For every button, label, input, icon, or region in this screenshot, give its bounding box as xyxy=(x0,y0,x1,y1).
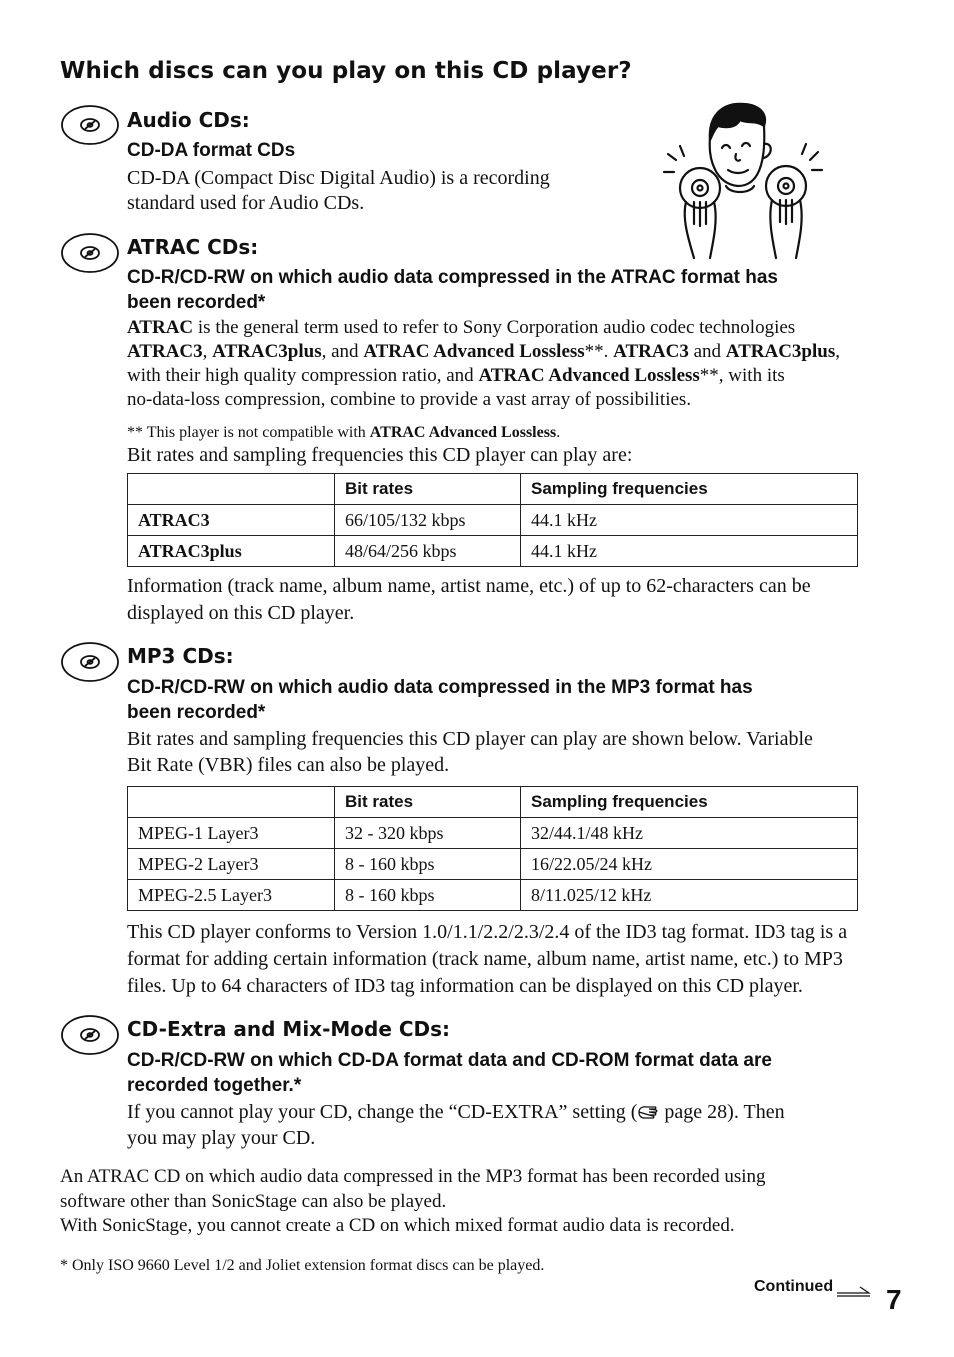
term-atrac-advanced-lossless: ATRAC Advanced Lossless xyxy=(363,341,585,362)
closing-line2: software other than SonicStage can also be played. xyxy=(60,1191,447,1212)
table-cell: MPEG-2 Layer3 xyxy=(128,849,335,880)
mp3-subheading-line1: CD-R/CD-RW on which audio data compressed in the MP3 format has xyxy=(127,677,753,698)
text-and: and xyxy=(688,341,726,362)
table-cell: 66/105/132 kbps xyxy=(335,505,521,536)
section-heading-audio-cds: Audio CDs: xyxy=(127,108,250,132)
atrac-paragraph-line1 xyxy=(127,316,795,340)
mp3-subheading-line2: been recorded* xyxy=(127,702,266,723)
atrac-paragraph-line3 xyxy=(127,364,785,388)
table-header-cell: Bit rates xyxy=(335,787,521,818)
table-row xyxy=(128,818,858,849)
table-header-cell xyxy=(128,787,335,818)
person-holding-discs-illustration xyxy=(660,98,825,260)
atrac-subheading-line2: been recorded* xyxy=(127,292,266,313)
cdextra-text-b: page 28). Then xyxy=(659,1101,785,1123)
text-comma: , xyxy=(835,341,840,362)
section-heading-cd-extra: CD-Extra and Mix-Mode CDs: xyxy=(127,1017,451,1041)
term-atrac3: ATRAC3 xyxy=(613,341,689,362)
subheading-cd-da: CD-DA format CDs xyxy=(127,140,296,161)
mp3-body-line1: Bit rates and sampling frequencies this CD player can play are shown below. Variable xyxy=(127,728,813,750)
continued-label: Continued xyxy=(754,1278,834,1295)
table-cell: 8 - 160 kbps xyxy=(335,880,521,911)
audio-body-line1: CD-DA (Compact Disc Digital Audio) is a recording xyxy=(127,167,550,189)
table-row xyxy=(128,880,858,911)
table-row xyxy=(128,849,858,880)
id3-line3: files. Up to 64 characters of ID3 tag information can be displayed on this CD player. xyxy=(127,975,803,997)
table-cell: 44.1 kHz xyxy=(521,536,858,567)
page-number: 7 xyxy=(886,1284,902,1315)
disc-icon xyxy=(60,231,120,275)
cdextra-subheading-line1: CD-R/CD-RW on which CD-DA format data and CD-ROM format data are xyxy=(127,1050,772,1071)
disc-icon xyxy=(60,103,120,147)
text-line3b: **, with its xyxy=(699,365,785,386)
footnote-period: . xyxy=(556,424,561,441)
table-cell: 44.1 kHz xyxy=(521,505,858,536)
cdextra-subheading-line2: recorded together.* xyxy=(127,1075,302,1096)
table-cell: 32/44.1/48 kHz xyxy=(521,818,858,849)
table-cell: 16/22.05/24 kHz xyxy=(521,849,858,880)
text-line3a: with their high quality compression ratio, and xyxy=(127,365,479,386)
table-header-cell: Bit rates xyxy=(335,474,521,505)
footnote: * Only ISO 9660 Level 1/2 and Joliet extension format discs can be played. xyxy=(60,1257,545,1274)
disc-icon xyxy=(60,640,120,684)
mp3-spec-table xyxy=(127,786,858,911)
text-comma: , xyxy=(202,341,213,362)
table-row xyxy=(128,536,858,567)
cdextra-body-line1 xyxy=(127,1100,785,1125)
section-heading-atrac-cds: ATRAC CDs: xyxy=(127,235,259,259)
table-cell: 32 - 320 kbps xyxy=(335,818,521,849)
table-cell: MPEG-1 Layer3 xyxy=(128,818,335,849)
atrac-paragraph-line4: no-data-loss compression, combine to provide a vast array of possibilities. xyxy=(127,389,692,410)
table-header-row xyxy=(128,787,858,818)
atrac-spec-table xyxy=(127,473,858,567)
term-atrac-advanced-lossless: ATRAC Advanced Lossless xyxy=(369,424,557,441)
atrac-info-line2: displayed on this CD player. xyxy=(127,602,355,624)
atrac-info-line1: Information (track name, album name, artist name, etc.) of up to 62-characters can be xyxy=(127,575,811,597)
table-cell: 48/64/256 kbps xyxy=(335,536,521,567)
table-header-row xyxy=(128,474,858,505)
atrac-table-intro: Bit rates and sampling frequencies this CD player can play are: xyxy=(127,444,633,466)
term-atrac3: ATRAC3 xyxy=(127,341,203,362)
cdextra-text-a: If you cannot play your CD, change the “CD-EXTRA” setting ( xyxy=(127,1101,638,1123)
disc-icon xyxy=(60,1013,120,1057)
table-cell: MPEG-2.5 Layer3 xyxy=(128,880,335,911)
table-row xyxy=(128,505,858,536)
closing-line3: With SonicStage, you cannot create a CD on which mixed format audio data is recorded. xyxy=(60,1215,735,1236)
term-atrac3plus: ATRAC3plus xyxy=(725,341,836,362)
text-and: , and xyxy=(321,341,364,362)
mp3-body-line2: Bit Rate (VBR) files can also be played. xyxy=(127,754,450,776)
id3-line2: format for adding certain information (track name, album name, artist name, etc.) to MP3 xyxy=(127,948,843,970)
section-heading-mp3-cds: MP3 CDs: xyxy=(127,644,234,668)
table-header-cell: Sampling frequencies xyxy=(521,474,858,505)
atrac-text: is the general term used to refer to Sony Corporation audio codec technologies xyxy=(193,317,796,338)
term-atrac-advanced-lossless: ATRAC Advanced Lossless xyxy=(478,365,700,386)
page-reference-icon xyxy=(637,1103,659,1121)
table-cell: ATRAC3plus xyxy=(128,536,335,567)
audio-body-line2: standard used for Audio CDs. xyxy=(127,192,365,214)
table-header-cell xyxy=(128,474,335,505)
text-stars: **. xyxy=(584,341,614,362)
table-cell: ATRAC3 xyxy=(128,505,335,536)
page-title: Which discs can you play on this CD player? xyxy=(60,58,632,84)
atrac-paragraph-line2 xyxy=(127,340,840,364)
cdextra-body-line2: you may play your CD. xyxy=(127,1127,316,1149)
closing-line1: An ATRAC CD on which audio data compressed in the MP3 format has been recorded using xyxy=(60,1166,766,1187)
table-cell: 8/11.025/12 kHz xyxy=(521,880,858,911)
term-atrac: ATRAC xyxy=(127,317,194,338)
footnote-text: ** This player is not compatible with xyxy=(127,424,370,441)
atrac-subheading-line1: CD-R/CD-RW on which audio data compressed in the ATRAC format has xyxy=(127,267,778,288)
atrac-compat-footnote xyxy=(127,420,560,445)
continued-arrow-icon xyxy=(836,1284,872,1298)
table-header-cell: Sampling frequencies xyxy=(521,787,858,818)
table-cell: 8 - 160 kbps xyxy=(335,849,521,880)
term-atrac3plus: ATRAC3plus xyxy=(212,341,322,362)
id3-line1: This CD player conforms to Version 1.0/1.1/2.2/2.3/2.4 of the ID3 tag format. ID3 tag is a xyxy=(127,921,848,943)
